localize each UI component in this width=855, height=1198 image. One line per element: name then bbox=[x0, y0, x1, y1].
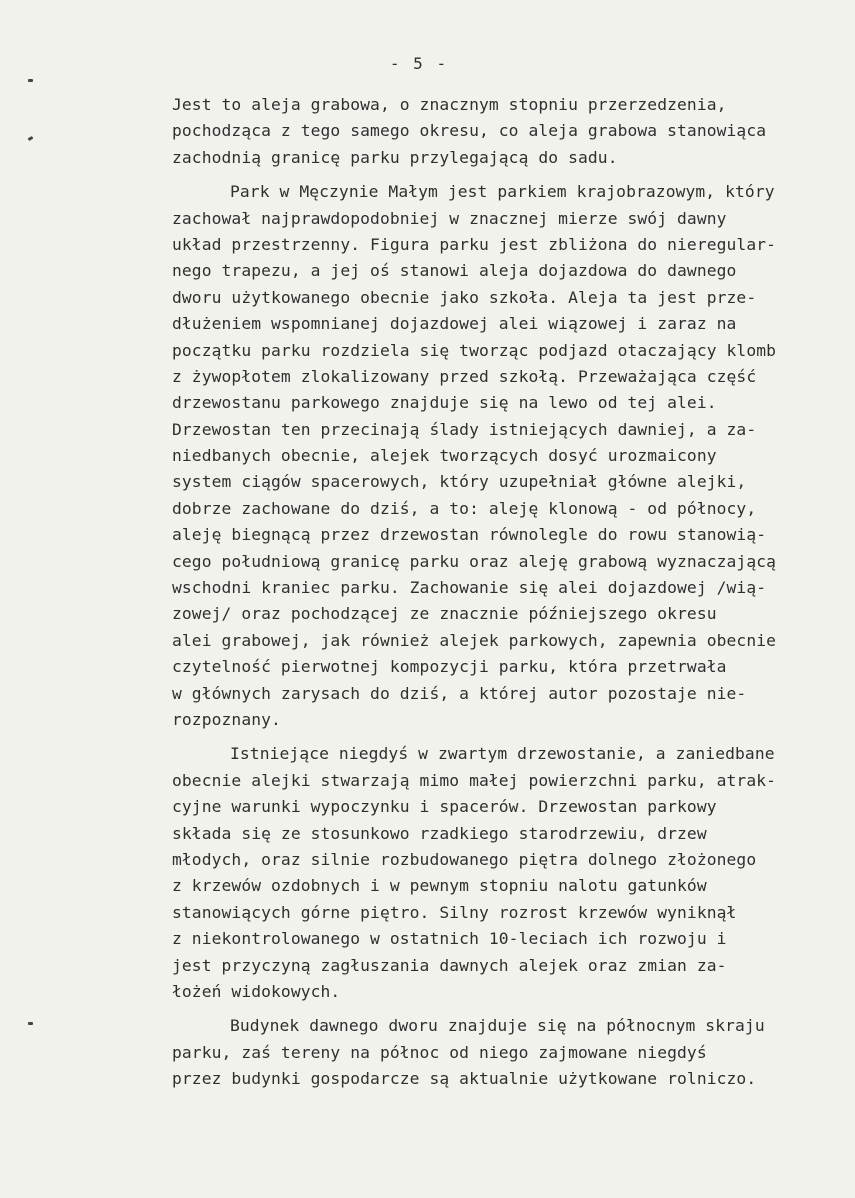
text-line: dobrze zachowane do dziś, a to: aleję klonową - od północy, bbox=[172, 498, 757, 518]
paragraph bbox=[172, 92, 842, 171]
text-line: wschodni kraniec parku. Zachowanie się alei dojazdowej /wią- bbox=[172, 578, 767, 598]
page-number: - 5 - bbox=[389, 54, 449, 73]
margin-mark bbox=[28, 1022, 33, 1025]
text-line: z krzewów ozdobnych i w pewnym stopniu nalotu gatunków bbox=[172, 876, 707, 896]
text-line: dłużeniem wspomnianej dojazdowej alei wiązowej i zaraz na bbox=[172, 314, 737, 334]
text-line: jest przyczyną zagłuszania dawnych alejek oraz zmian za- bbox=[172, 955, 727, 975]
text-line: układ przestrzenny. Figura parku jest zbliżona do nieregular- bbox=[172, 234, 777, 254]
text-line: Jest to aleja grabowa, o znacznym stopniu przerzedzenia, bbox=[172, 95, 727, 114]
text-line: zowej/ oraz pochodzącej ze znacznie późniejszego okresu bbox=[172, 604, 717, 624]
margin-mark bbox=[28, 136, 34, 141]
text-line: niedbanych obecnie, alejek tworzących dosyć urozmaicony bbox=[172, 446, 717, 466]
text-line: z żywopłotem zlokalizowany przed szkołą. Przeważająca część bbox=[172, 366, 757, 386]
paragraph bbox=[172, 179, 842, 733]
text-line: łożeń widokowych. bbox=[172, 981, 341, 1001]
text-line: Drzewostan ten przecinają ślady istniejących dawniej, a za- bbox=[172, 419, 757, 439]
paragraph bbox=[172, 741, 842, 1005]
text-line: Park w Męczynie Małym jest parkiem krajobrazowym, który bbox=[230, 182, 775, 202]
text-line: przez budynki gospodarcze są aktualnie użytkowane rolniczo. bbox=[172, 1069, 757, 1089]
text-line: w głównych zarysach do dziś, a której autor pozostaje nie- bbox=[172, 683, 747, 703]
text-line: drzewostanu parkowego znajduje się na lewo od tej alei. bbox=[172, 393, 717, 413]
text-line: stanowiących górne piętro. Silny rozrost krzewów wyniknął bbox=[172, 902, 737, 922]
text-line: nego trapezu, a jej oś stanowi aleja dojazdowa do dawnego bbox=[172, 261, 737, 281]
text-line: system ciągów spacerowych, który uzupełniał główne alejki, bbox=[172, 472, 747, 492]
text-line: początku parku rozdziela się tworząc podjazd otaczający klomb bbox=[172, 340, 777, 360]
text-line: zachował najprawdopodobniej w znacznej mierze swój dawny bbox=[172, 208, 727, 228]
paragraph bbox=[172, 1013, 842, 1092]
text-line: cego południową granicę parku oraz aleję grabową wyznaczającą bbox=[172, 551, 777, 571]
text-line: Istniejące niegdyś w zwartym drzewostanie, a zaniedbane bbox=[230, 744, 775, 764]
text-line: pochodząca z tego samego okresu, co aleja grabowa stanowiąca bbox=[172, 121, 767, 141]
text-line: składa się ze stosunkowo rzadkiego starodrzewiu, drzew bbox=[172, 823, 707, 843]
text-line: zachodnią granicę parku przylegającą do sadu. bbox=[172, 147, 618, 167]
margin-mark bbox=[28, 79, 33, 82]
text-line: Budynek dawnego dworu znajduje się na północnym skraju bbox=[230, 1016, 765, 1036]
text-line: aleję biegnącą przez drzewostan równolegle do rowu stanowią- bbox=[172, 525, 767, 545]
text-line: czytelność pierwotnej kompozycji parku, która przetrwała bbox=[172, 657, 727, 677]
text-line: dworu użytkowanego obecnie jako szkoła. Aleja ta jest prze- bbox=[172, 287, 757, 307]
document-body bbox=[172, 92, 842, 1092]
text-line: obecnie alejki stwarzają mimo małej powierzchni parku, atrak- bbox=[172, 770, 777, 790]
text-line: rozpoznany. bbox=[172, 709, 281, 729]
text-line: młodych, oraz silnie rozbudowanego piętra dolnego złożonego bbox=[172, 849, 757, 869]
text-line: cyjne warunki wypoczynku i spacerów. Drzewostan parkowy bbox=[172, 797, 717, 817]
text-line: parku, zaś tereny na północ od niego zajmowane niegdyś bbox=[172, 1042, 707, 1062]
text-line: alei grabowej, jak również alejek parkowych, zapewnia obecnie bbox=[172, 630, 777, 650]
text-line: z niekontrolowanego w ostatnich 10-leciach ich rozwoju i bbox=[172, 929, 727, 949]
